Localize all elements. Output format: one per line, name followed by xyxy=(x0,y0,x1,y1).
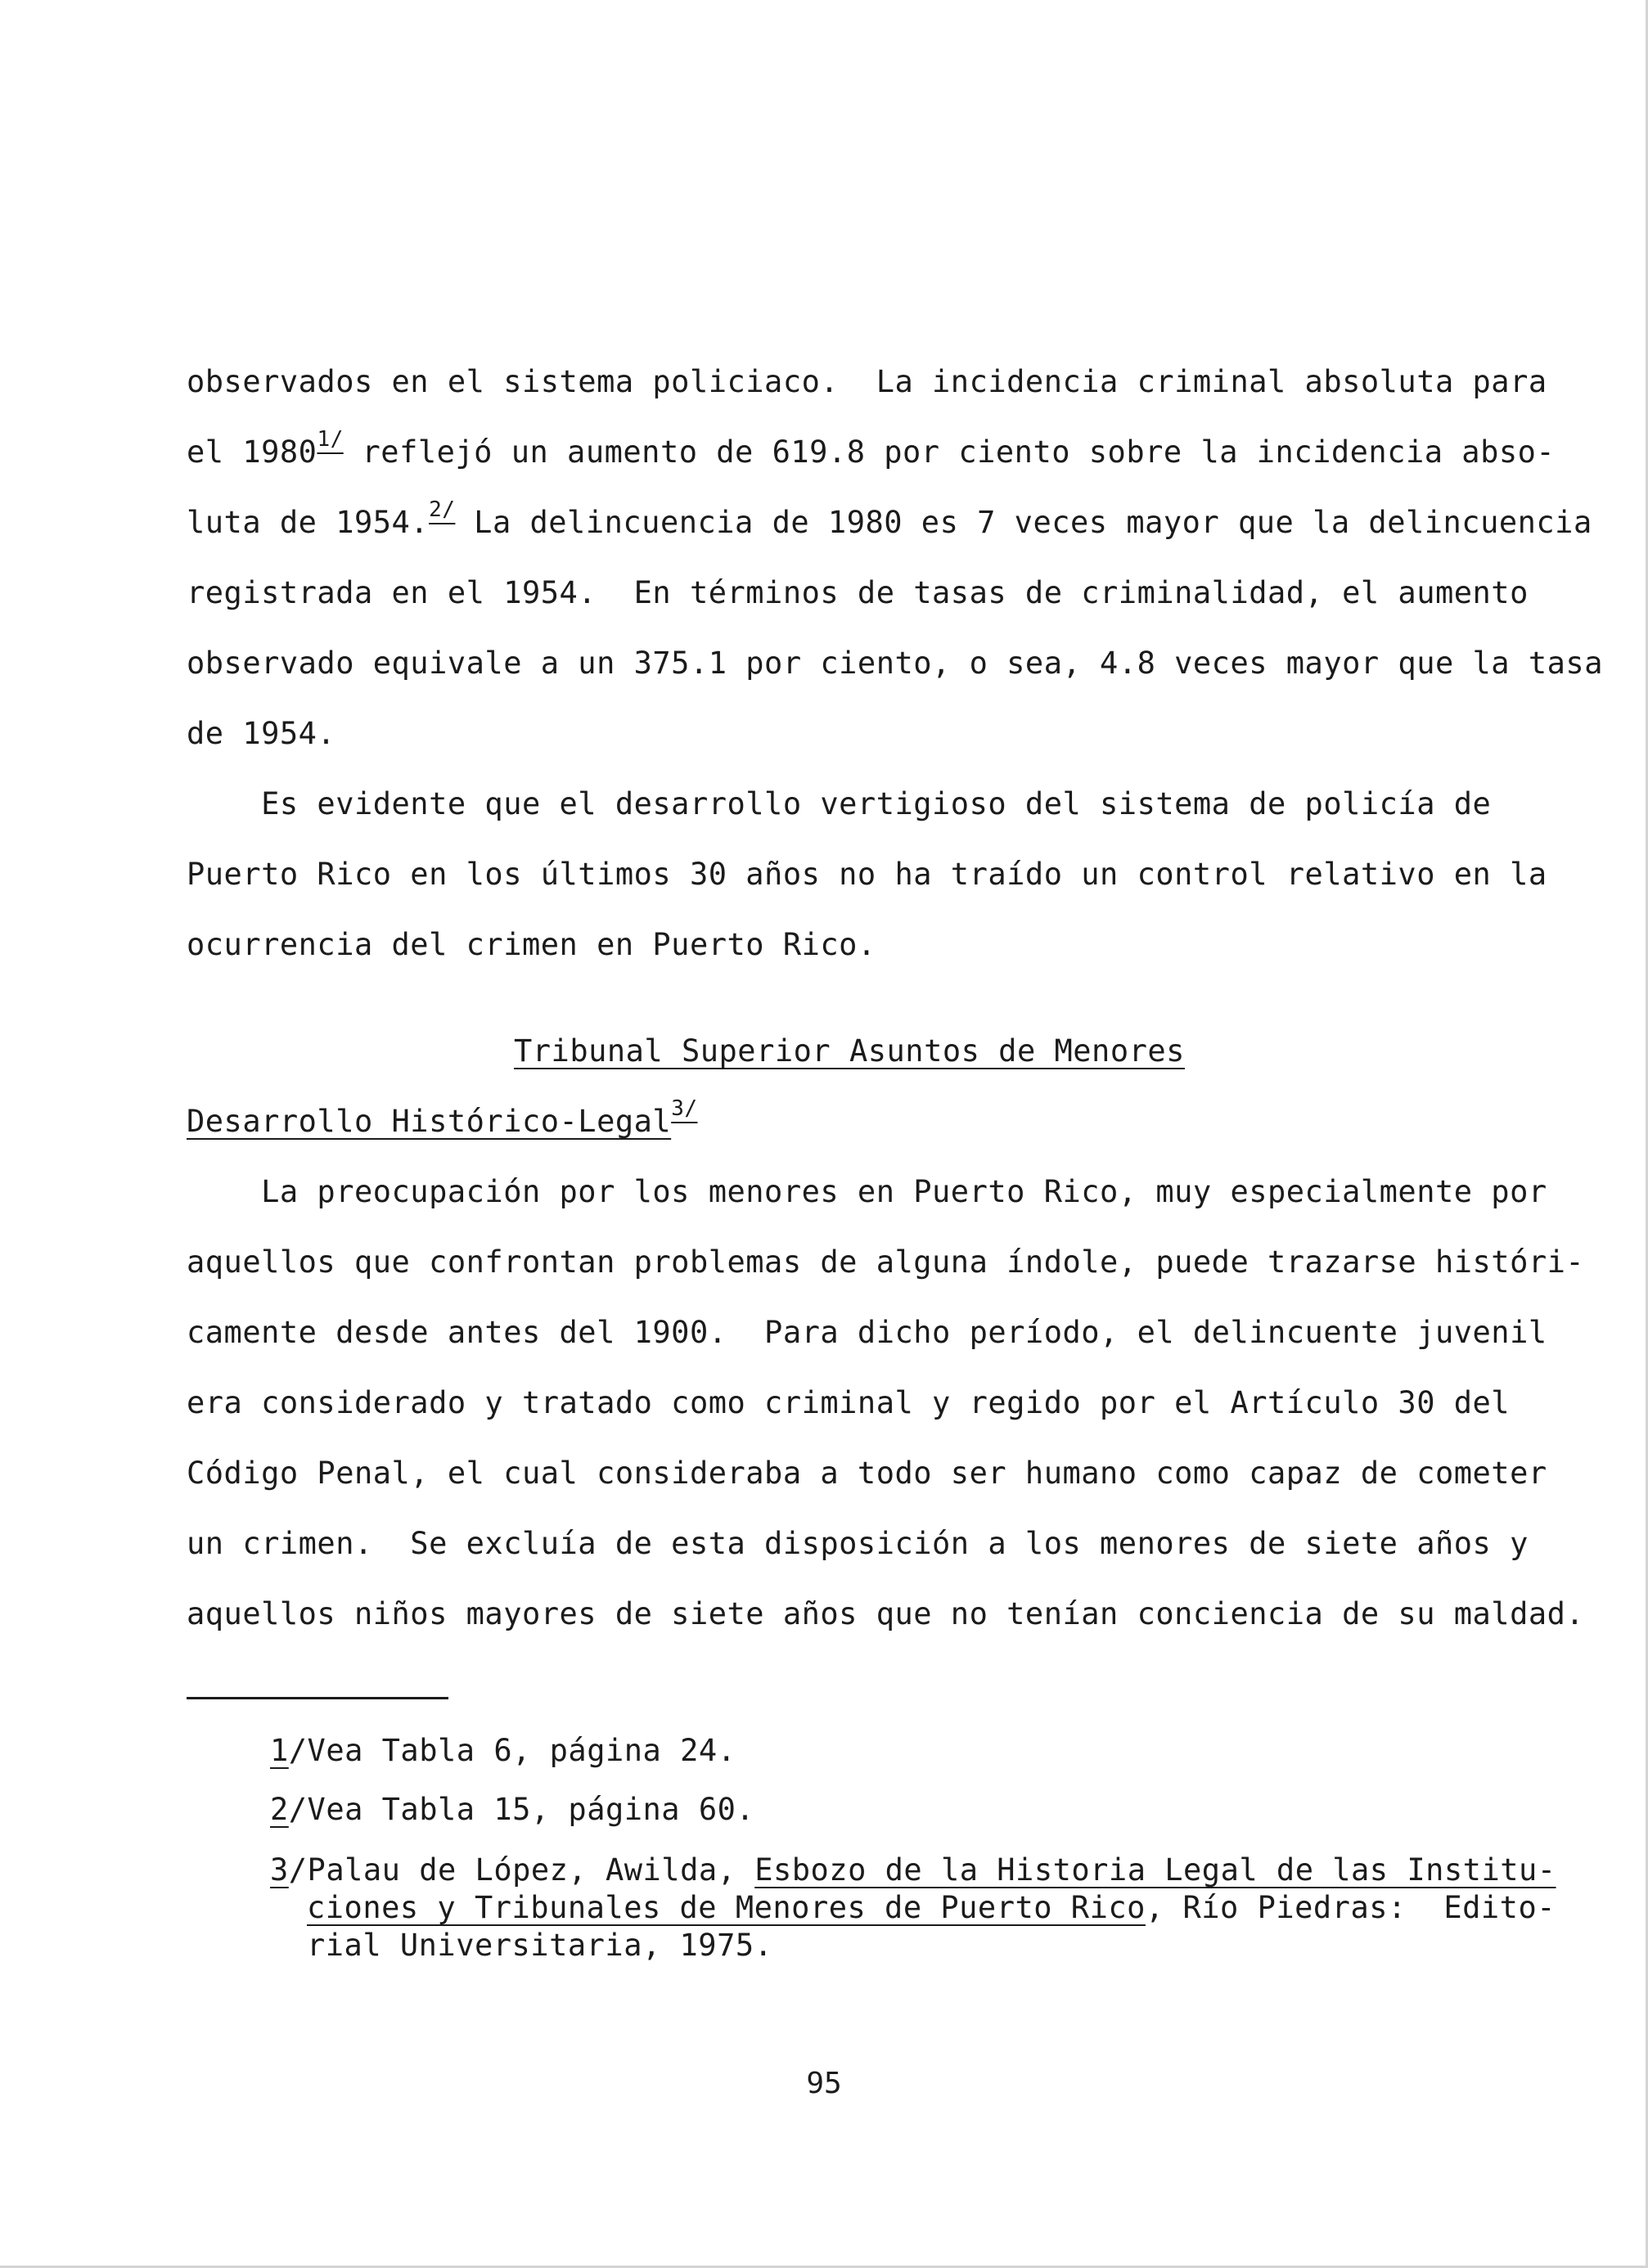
footnote-number: 2 xyxy=(270,1792,289,1827)
paragraph-3-line-5: Código Penal, el cual consideraba a todo ser humano como capaz de cometer xyxy=(187,1456,1547,1491)
footnote-text: /Vea Tabla 15, página 60. xyxy=(288,1792,755,1827)
paragraph-3-line-4: era considerado y tratado como criminal y regido por el Artículo 30 del xyxy=(187,1385,1511,1420)
paragraph-1-line-3 xyxy=(187,497,1592,542)
footnote-3-line-2 xyxy=(307,1890,1556,1926)
paragraph-2-line-2: Puerto Rico en los últimos 30 años no ha traído un control relativo en la xyxy=(187,857,1547,892)
paragraph-1-line-2 xyxy=(187,427,1556,471)
subheading xyxy=(187,1096,698,1141)
footnote-text: /Palau de López, Awilda, xyxy=(288,1852,755,1888)
paragraph-1-line-1: observados en el sistema policiaco. La incidencia criminal absoluta para xyxy=(187,364,1547,399)
paragraph-3-line-1: La preocupación por los menores en Puerto Rico, muy especialmente por xyxy=(187,1174,1547,1209)
footnote-book-title: Esbozo de la Historia Legal de las Institu- xyxy=(754,1852,1556,1888)
paragraph-3-line-6: un crimen. Se excluía de esta disposición a los menores de siete años y xyxy=(187,1526,1529,1561)
footnote-1 xyxy=(270,1733,736,1769)
footnote-3-line-1 xyxy=(270,1852,1556,1888)
section-heading-text: Tribunal Superior Asuntos de Menores xyxy=(514,1033,1185,1069)
footnote-separator xyxy=(187,1697,448,1699)
footnote-text: , Río Piedras: Edito- xyxy=(1145,1890,1556,1925)
paragraph-3-line-7: aquellos niños mayores de siete años que no tenían conciencia de su maldad. xyxy=(187,1596,1585,1631)
footnote-ref-3: 3/ xyxy=(671,1096,698,1121)
footnote-ref-2: 2/ xyxy=(429,497,456,522)
footnote-text: /Vea Tabla 6, página 24. xyxy=(288,1733,736,1768)
text-segment: reflejó un aumento de 619.8 por ciento sobre la incidencia abso- xyxy=(343,434,1556,470)
paragraph-2-line-1: Es evidente que el desarrollo vertigioso del sistema de policía de xyxy=(187,786,1492,821)
footnote-ref-1: 1/ xyxy=(317,427,344,452)
footnote-2 xyxy=(270,1792,754,1828)
section-heading xyxy=(514,1033,1185,1070)
text-segment: el 1980 xyxy=(187,434,317,470)
subheading-text: Desarrollo Histórico-Legal xyxy=(187,1104,672,1139)
paragraph-1-line-4: registrada en el 1954. En términos de tasas de criminalidad, el aumento xyxy=(187,575,1529,610)
footnote-number: 1 xyxy=(270,1733,289,1768)
paragraph-1-line-5: observado equivale a un 375.1 por ciento, o sea, 4.8 veces mayor que la tasa xyxy=(187,646,1603,681)
paragraph-3-line-2: aquellos que confrontan problemas de alguna índole, puede trazarse históri- xyxy=(187,1244,1585,1280)
text-segment: La delincuencia de 1980 es 7 veces mayor que la delincuencia xyxy=(455,505,1592,540)
paragraph-1-line-6: de 1954. xyxy=(187,716,336,751)
footnote-3-line-3: rial Universitaria, 1975. xyxy=(307,1928,773,1963)
paragraph-2-line-3: ocurrencia del crimen en Puerto Rico. xyxy=(187,927,876,962)
footnote-number: 3 xyxy=(270,1852,289,1888)
text-segment: luta de 1954. xyxy=(187,505,430,540)
paragraph-3-line-3: camente desde antes del 1900. Para dicho período, el delincuente juvenil xyxy=(187,1315,1547,1350)
page-number: 95 xyxy=(806,2067,842,2100)
footnote-book-title: ciones y Tribunales de Menores de Puerto Rico xyxy=(307,1890,1146,1925)
